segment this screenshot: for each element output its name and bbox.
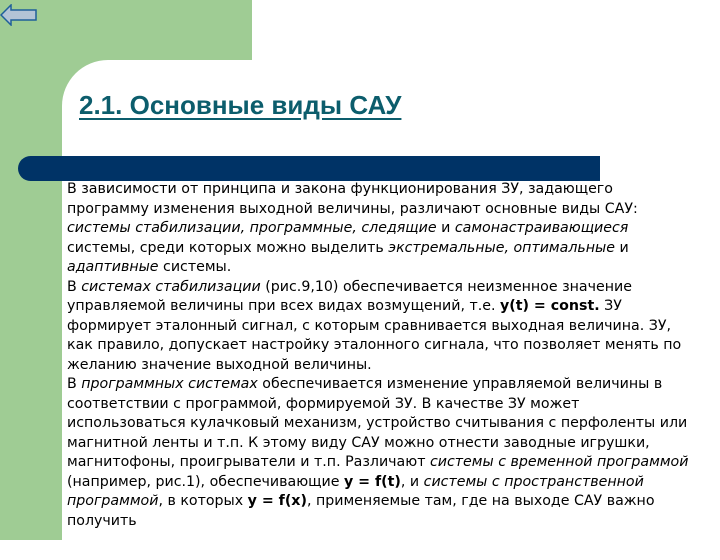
- text-segment: обеспечивается изменение управляемой величины в соответствии с программой, формируемой ЗУ. В качестве ЗУ может использоваться кулачковый механизм, устройство считывания с перфоленты или магнитной ленты и т.п. К этому виду САУ можно отнести заводные игрушки, магнитофоны, проигрыватели и т.п. Различают: [67, 376, 688, 470]
- text-segment: системы, среди которых можно выделить: [67, 239, 389, 256]
- text-segment: y = f(t): [343, 473, 401, 490]
- text-segment: , и: [400, 473, 424, 490]
- page-title: 2.1. Основные виды САУ: [79, 90, 402, 120]
- paragraph: [67, 375, 697, 531]
- text-segment: и: [436, 220, 455, 236]
- text-segment: y(t) = const.: [499, 298, 600, 314]
- title-divider-bar: [18, 156, 600, 181]
- text-segment: программных системах: [81, 376, 258, 392]
- text-segment: В: [67, 278, 82, 295]
- text-segment: , применяемые там, где на выходе САУ важно получить: [67, 493, 655, 529]
- paragraph: [67, 180, 697, 278]
- green-left-strip: [0, 0, 62, 540]
- text-segment: экстремальные, оптимальные: [388, 239, 615, 256]
- text-segment: ЗУ формирует эталонный сигнал, с которым сравнивается выходная величина. ЗУ, как правило, допускает настройку эталонного сигнала, что позволяет менять по желанию значение выходной величины.: [67, 298, 682, 373]
- text-segment: y = f(x): [247, 493, 307, 509]
- text-segment: системах стабилизации: [81, 278, 261, 295]
- text-segment: В зависимости от принципа и закона функционирования ЗУ, задающего программу изменения выходной величины, различают основные виды САУ:: [67, 181, 638, 217]
- back-arrow-icon[interactable]: [0, 4, 38, 26]
- paragraph: [67, 278, 697, 376]
- text-segment: , в которых: [158, 493, 248, 509]
- text-segment: самонастраивающиеся: [454, 220, 629, 236]
- text-segment: системы.: [158, 259, 232, 275]
- text-segment: (например, рис.1), обеспечивающие: [67, 473, 344, 490]
- text-segment: (рис.9,10) обеспечивается неизменное значение управляемой величины при всех видах возмущений, т.е.: [67, 278, 632, 314]
- text-segment: системы стабилизации, программные, следящие: [67, 220, 437, 236]
- body-text: [67, 180, 697, 531]
- text-segment: и: [614, 239, 629, 256]
- text-segment: системы с временной программой: [429, 454, 689, 470]
- text-segment: системы с пространственной программой: [67, 473, 644, 509]
- text-segment: адаптивные: [67, 259, 159, 275]
- text-segment: В: [67, 376, 82, 392]
